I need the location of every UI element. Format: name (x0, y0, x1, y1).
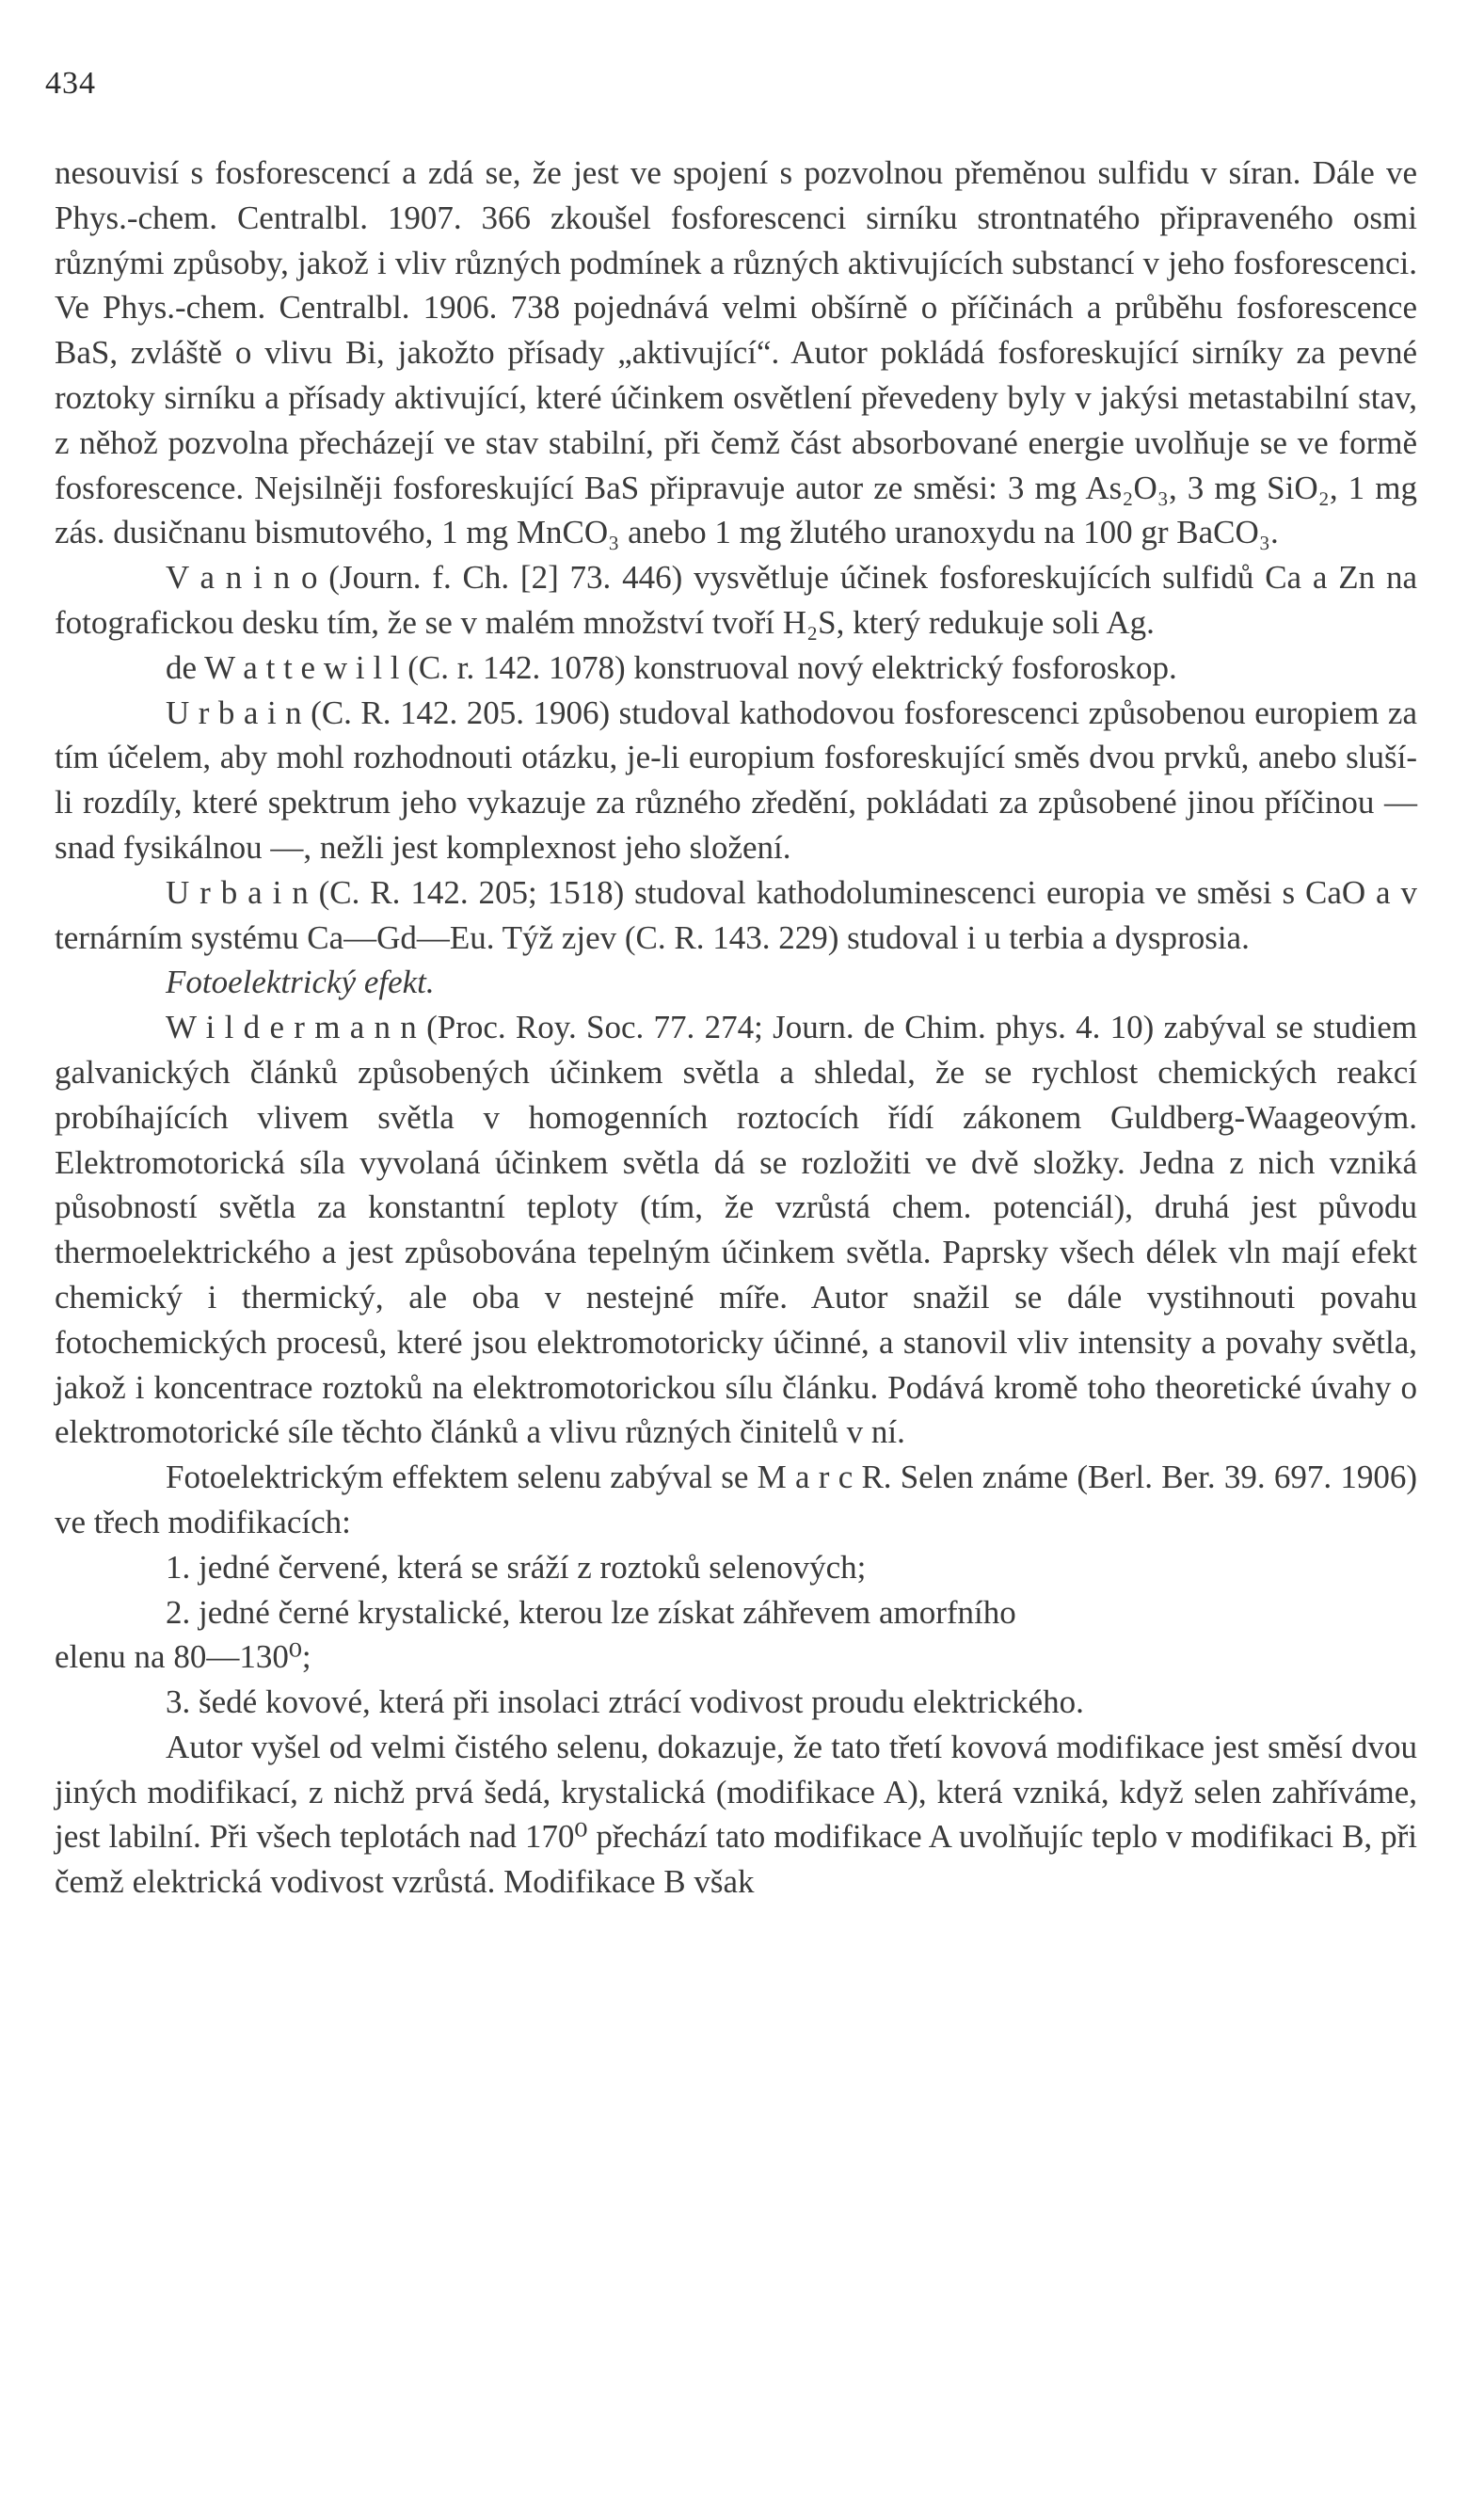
page-number: 434 (45, 66, 96, 101)
paragraph-selen-intro: Fotoelektrickým effektem selenu zabýval se M a r c R. Selen známe (Berl. Ber. 39. 697. 1906) ve třech modifikacích: (55, 1459, 1417, 1540)
paragraph-urbain-2: U r b a i n (C. R. 142. 205; 1518) studoval kathodoluminescenci europia ve směsi s CaO a v ternárním systému Ca—Gd—Eu. Týž zjev (C. R. 143. 229) studoval i u terbia a dysprosia. (55, 873, 1417, 956)
paragraph-wildermann: W i l d e r m a n n (Proc. Roy. Soc. 77. 274; Journ. de Chim. phys. 4. 10) zabýval se studiem galvanických článků způsobených účinkem světla a shledal, že se rychlost chemických reakcí probíhajících vlivem světla v homogenních roztocích řídí zákonem Guldberg-Waageovým. Elektromotorická síla vyvolaná účinkem světla dá se rozložiti ve dvě složky. Jedna z nich vzniká působností světla za konstantní teploty (tím, že vzrůstá chem. potenciál), druhá jest původu thermoelektrického a jest způsobována tepelným účinkem světla. Paprsky všech délek vln mají efekt chemický i thermický, ale oba v nestejné míře. Autor snažil se dále vystihnouti povahu fotochemických procesů, které jsou elektromotoricky účinné, a stanovil vliv intensity a povahy světla, jakož i koncentrace roztoků na elektromotorickou sílu článku. Podává kromě toho theoretické úvahy o elektromotorické síle těchto článků a vlivu různých činitelů v ní. (55, 1009, 1417, 1451)
list-item-black-selenium-cont: elenu na 80—130⁰; (55, 1638, 311, 1676)
list-item-red-selenium: 1. jedné červené, která se sráží z roztoků selenových; (166, 1548, 867, 1586)
section-heading: Fotoelektrický efekt. (166, 964, 435, 1001)
paragraph-vanino: V a n i n o (Journ. f. Ch. [2] 73. 446) vysvětluje účinek fosforeskujících sulfidů Ca a Zn na fotografickou desku tím, že se v malém množství tvoří H₂S, který redukuje soli Ag. (55, 559, 1417, 641)
paragraph-phosphorescence-intro: nesouvisí s fosforescencí a zdá se, že jest ve spojení s pozvolnou přeměnou sulfidu v síran. Dále ve Phys.-chem. Centralbl. 1907. 366 zkoušel fosforescenci sirníku strontnatého připraveného osmi různými způsoby, jakož i vliv různých podmínek a různých aktivujících substancí v jeho fosforescenci. Ve Phys.-chem. Centralbl. 1906. 738 pojednává velmi obšírně o příčinách a průběhu fosforescence BaS, zvláště o vlivu Bi, jakožto přísady „aktivující“. Autor pokládá fosforeskující sirníky za pevné roztoky sirníku a přísady aktivující, které účinkem osvětlení převedeny byly v jakýsi metastabilní stav, z něhož pozvolna přecházejí ve stav stabilní, při čemž část absorbované energie uvolňuje se ve formě fosforescence. Nejsilněji fosforeskující BaS připravuje autor ze směsi: 3 mg As₂O₃, 3 mg SiO₂, 1 mg zás. dusičnanu bismutového, 1 mg MnCO₃ anebo 1 mg žlutého uranoxydu na 100 gr BaCO₃. (55, 154, 1417, 551)
paragraph-wattewill: de W a t t e w i l l (C. r. 142. 1078) konstruoval nový elektrický fosforoskop. (166, 648, 1177, 686)
paragraph-closing: Autor vyšel od velmi čistého selenu, dokazuje, že tato třetí kovová modifikace jest směsí dvou jiných modifikací, z nichž prvá šedá, krystalická (modifikace A), která vzniká, když selen zahříváme, jest labilní. Při všech teplotách nad 170⁰ přechází tato modifikace A uvolňujíc teplo v modifikaci B, při čemž elektrická vodivost vzrůstá. Modifikace B však (55, 1728, 1417, 1901)
list-item-grey-selenium: 3. šedé kovové, která při insolaci ztrácí vodivost proudu elektrického. (166, 1683, 1084, 1721)
list-item-black-selenium: 2. jedné černé krystalické, kterou lze získat záhřevem amorfního (166, 1593, 1016, 1631)
paragraph-urbain-1: U r b a i n (C. R. 142. 205. 1906) studoval kathodovou fosforescenci způsobenou europiem za tím účelem, aby mohl rozhodnouti otázku, je-li europium fosforeskující směs dvou prvků, anebo sluší-li rozdíly, které spektrum jeho vykazuje za různého zředění, pokládati za způsobené jinou příčinou — snad fysikálnou —, nežli jest komplexnost jeho složení. (55, 694, 1417, 866)
body-text (55, 151, 1417, 1905)
